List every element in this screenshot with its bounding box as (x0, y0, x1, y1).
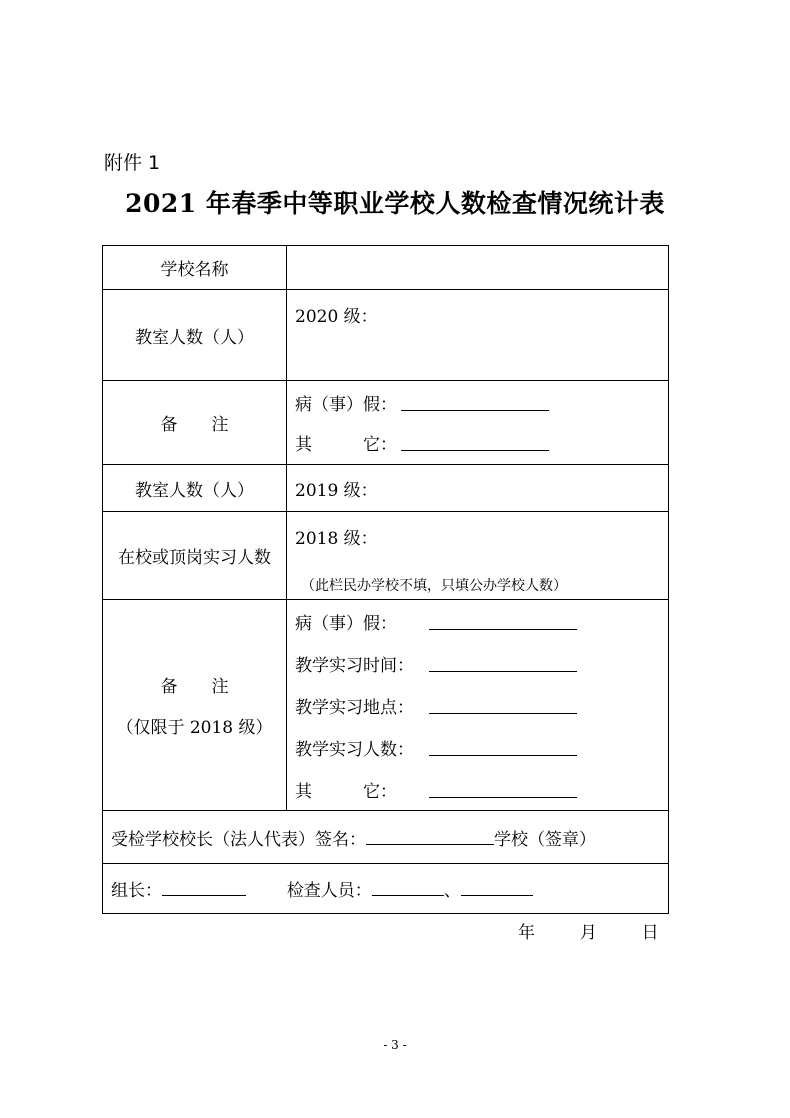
grade-2020-label: 2020 级： (295, 307, 378, 327)
date-day: 日 (641, 923, 659, 943)
other-label: 其 它： (295, 435, 397, 455)
row-remarks-2 (103, 600, 669, 811)
inspectors-cell (103, 864, 669, 914)
grade-2020-field[interactable] (287, 290, 669, 381)
other-blank[interactable] (429, 781, 577, 798)
classroom-count-label: 教室人数（人） (103, 465, 287, 512)
school-seal-label: 学校（签章） (494, 829, 596, 850)
grade-2018-label: 2018 级： (295, 529, 378, 549)
attachment-label: 附件 1 (104, 152, 161, 174)
sick-leave-label: 病（事）假： (295, 613, 397, 634)
practice-count-blank[interactable] (429, 739, 577, 756)
grade-2018-field[interactable] (287, 512, 669, 600)
practice-time-blank[interactable] (429, 655, 577, 672)
row-inspectors (103, 864, 669, 914)
row-classroom-2020 (103, 290, 669, 381)
sick-leave-blank[interactable] (429, 613, 577, 630)
inspector-label: 检查人员： (286, 881, 372, 901)
page-title: 2021 年春季中等职业学校人数检查情况统计表 (125, 189, 665, 218)
classroom-count-label: 教室人数（人） (103, 290, 287, 381)
statistics-form-table (102, 245, 669, 914)
group-leader-blank[interactable] (162, 879, 246, 896)
grade-2019-field[interactable] (287, 465, 669, 512)
row-principal-signature (103, 811, 669, 864)
inspector-blank-1[interactable] (372, 879, 444, 896)
inspector-separator: 、 (443, 881, 461, 901)
date-line (518, 918, 659, 943)
row-classroom-2019 (103, 465, 669, 512)
remarks-label: 备 注 (103, 381, 287, 465)
school-name-label: 学校名称 (103, 246, 287, 290)
page-number: - 3 - (383, 1038, 407, 1052)
grade-2019-label: 2019 级： (295, 480, 378, 501)
principal-signature-label: 受检学校校长（法人代表）签名： (111, 829, 366, 850)
inspector-blank-2[interactable] (461, 879, 533, 896)
date-month: 月 (579, 923, 597, 943)
remarks-1-cell (287, 381, 669, 465)
principal-signature-cell (103, 811, 669, 864)
school-name-field[interactable] (287, 246, 669, 290)
group-leader-label: 组长： (111, 881, 162, 901)
remarks-2-label-cell (103, 600, 287, 811)
internship-label: 在校或顶岗实习人数 (103, 512, 287, 600)
remarks-sublabel: （仅限于 2018 级） (116, 718, 273, 738)
practice-count-label: 教学实习人数： (295, 739, 414, 760)
practice-place-blank[interactable] (429, 697, 577, 714)
practice-place-label: 教学实习地点： (295, 697, 414, 718)
remarks-2-cell (287, 600, 669, 811)
other-blank[interactable] (401, 434, 549, 451)
internship-note: （此栏民办学校不填，只填公办学校人数） (301, 578, 567, 594)
sick-leave-blank[interactable] (401, 394, 549, 411)
principal-signature-blank[interactable] (366, 828, 494, 845)
sick-leave-label: 病（事）假： (295, 395, 397, 415)
row-internship (103, 512, 669, 600)
row-school-name (103, 246, 669, 290)
row-remarks-1 (103, 381, 669, 465)
remarks-label: 备 注 (160, 677, 229, 697)
date-year: 年 (518, 923, 535, 943)
practice-time-label: 教学实习时间： (295, 655, 414, 676)
other-label: 其 它： (295, 781, 397, 802)
